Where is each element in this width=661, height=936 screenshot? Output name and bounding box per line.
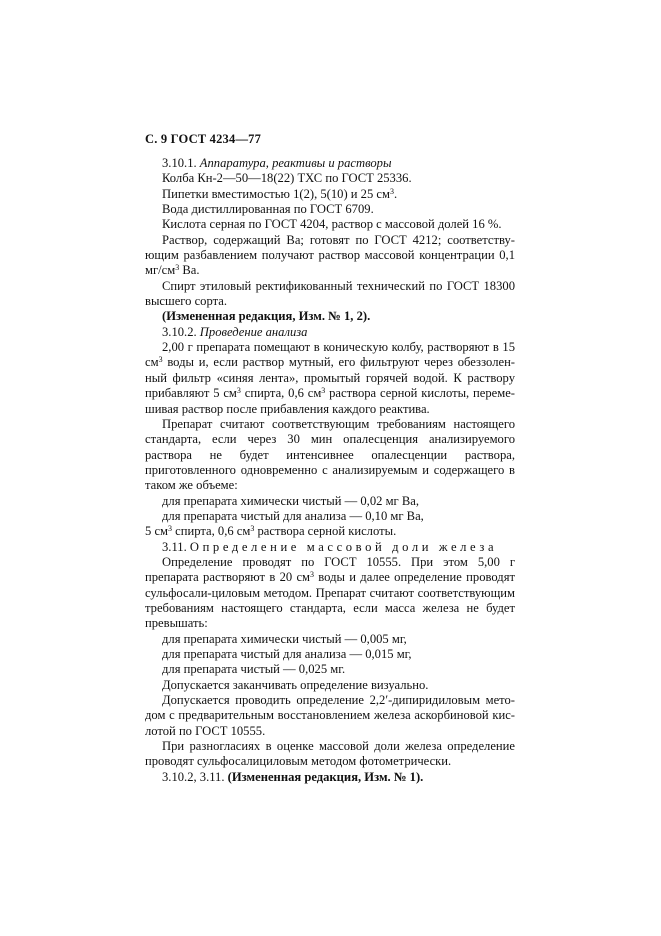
section-title: Проведение анализа [199,324,308,339]
disagreement-paragraph: При разногласиях в оценке массовой доли железа определение проводят сульфосалициловым методом фотометрически. [145,739,515,769]
procedure-paragraph: 2,00 г препарата помещают в коническую колбу, растворяют в 15 $см^3$ воды и, если раствор мутный, его фильтруют через обеззолен-ный фильтр «синяя лента», промытый горячей водой. К раствору прибавляют 5 $см^3$ спирта, 0,6 $см^3$ раствора серной кислоты, переме-шивая раствор после прибавления каждого реактива. [145,340,515,416]
limit-pure-analysis-ba: для препарата чистый для анализа — 0,10 мг Ва, [162,508,424,523]
visual-note: Допускается заканчивать определение визуально. [162,677,429,692]
section-number: 3.10.2. [162,324,197,339]
spirit-item: Спирт этиловый ректификованный технический по ГОСТ 18300 высшего сорта. [145,278,515,309]
acid-item: Кислота серная по ГОСТ 4204, раствор с массовой долей 16 %. [162,217,502,232]
dipyridyl-paragraph: Допускается проводить определение 2,2′-дипиридиловым мето-дом с предварительным восстановлением железа аскорбиновой кис-лотой по ГОСТ 10555. [145,693,515,738]
page-header: С. 9 ГОСТ 4234—77 [145,132,262,146]
section-3-10-1-heading [145,156,515,171]
section-number: 3.10.1. [162,156,197,170]
limit-fe-chem-pure: для препарата химически чистый — 0,005 мг, [162,631,407,646]
amendment-text: (Измененная редакция, Изм. № 1). [227,769,424,784]
limit-fe-pure: для препарата чистый — 0,025 мг. [162,662,346,677]
section-number: 3.11. [162,539,187,554]
section-number: 3.10.2, 3.11. [162,769,225,784]
section-3-10-2-heading [145,325,515,340]
water-item: Вода дистиллированная по ГОСТ 6709. [162,202,374,217]
pipettes-item: Пипетки вместимостью 1(2), 5(10) и 25 $см^3$. [162,186,398,201]
flask-item: Колба Кн-2—50—18(22) ТХС по ГОСТ 25336. [162,171,412,186]
ba-solution-item: Раствор, содержащий Ва; готовят по ГОСТ 4212; соответству-ющим разбавлением получают раствор массовой концентрации 0,1 $мг/см^3$ Ва. [145,232,515,278]
limit-chem-pure-ba: для препарата химически чистый — 0,02 мг Ва, [162,493,419,508]
section-title: Аппаратура, реактивы и растворы [199,156,392,170]
spirit-acid-line: 5 $см^3$ спирта, 0,6 $см^3$ раствора серной кислоты. [145,524,397,539]
criteria-paragraph: Препарат считают соответствующим требованиям настоящего стандарта, если через 30 мин опалесценция анализируемого раствора не будет интенсивнее опалесценции раствора, приготовленного одновременно с анализируемым и содержащего в таком же объеме: [145,416,515,493]
limit-fe-pure-analysis: для препарата чистый для анализа — 0,015 мг, [162,647,412,661]
amendment-note: (Измененная редакция, Изм. № 1, 2). [162,309,371,324]
final-amendment-note [145,770,515,785]
section-3-11-heading [145,540,515,555]
iron-method-paragraph: Определение проводят по ГОСТ 10555. При этом 5,00 г препарата растворяют в 20 $см^3$ воды и далее определение проводят сульфосали-циловым методом. Препарат считают соответствующим требованиям настоящего стандарта, если масса железа не будет превышать: [145,554,515,631]
section-title: Определение массовой доли железа [189,539,498,554]
document-body [145,156,515,785]
